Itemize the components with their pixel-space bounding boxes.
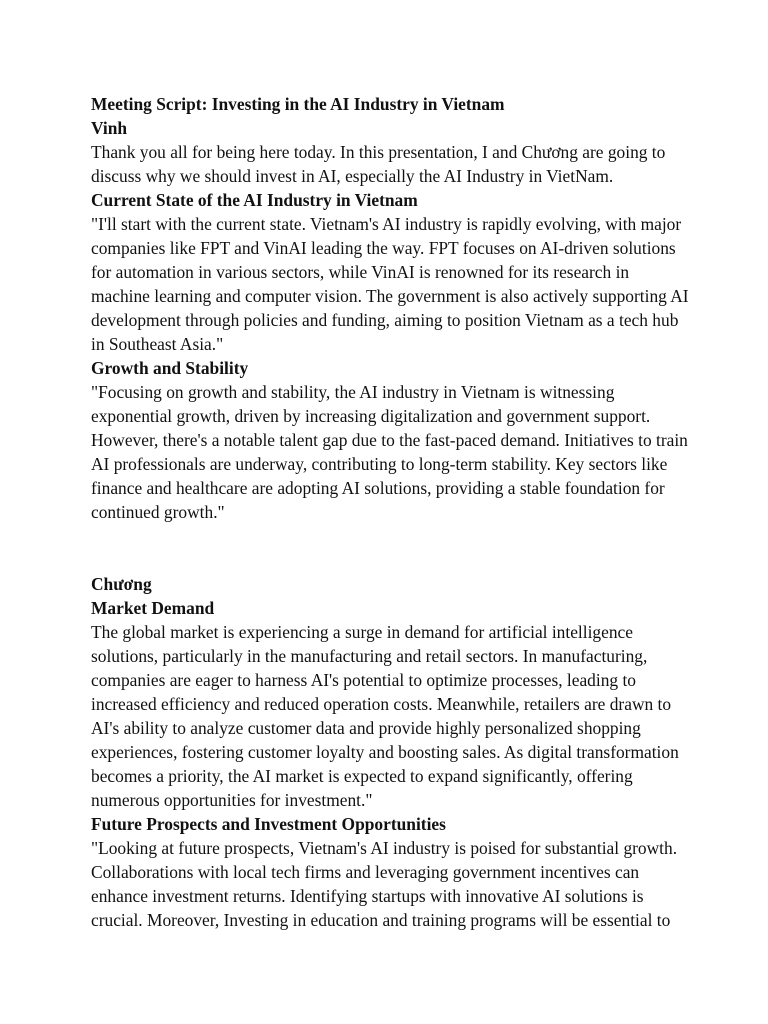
document-title: Meeting Script: Investing in the AI Industry in Vietnam — [91, 94, 505, 114]
section-heading: Growth and Stability — [91, 358, 249, 378]
paragraph: "Looking at future prospects, Vietnam's AI industry is poised for substantial growth. Collaborations with local tech firms and leveraging government incentives can enhance investment returns. Identifying startups with innovative AI solutions is crucial. Moreover, Investing in education and training programs will be essential to — [91, 838, 678, 930]
paragraph: "I'll start with the current state. Vietnam's AI industry is rapidly evolving, with major companies like FPT and VinAI leading the way. FPT focuses on AI-driven solutions for automation in various sectors, while VinAI is renowned for its research in machine learning and computer vision. The government is also actively supporting AI development through policies and funding, aiming to position Vietnam as a tech hub in Southeast Asia." — [91, 214, 689, 354]
section-heading: Current State of the AI Industry in Vietnam — [91, 190, 418, 210]
section-heading: Future Prospects and Investment Opportunities — [91, 814, 446, 834]
speaker-name: Vinh — [91, 118, 128, 138]
speaker-name: Chương — [91, 574, 152, 594]
paragraph: The global market is experiencing a surge in demand for artificial intelligence solutions, particularly in the manufacturing and retail sectors. In manufacturing, companies are eager to harness AI's potential to optimize processes, leading to increased efficiency and reduced operation costs. Meanwhile, retailers are drawn to AI's ability to analyze customer data and provide highly personalized shopping experiences, fostering customer loyalty and boosting sales. As digital transformation becomes a priority, the AI market is expected to expand significantly, offering numerous opportunities for investment." — [91, 622, 679, 810]
spacer — [91, 524, 691, 572]
document-page — [91, 92, 691, 932]
paragraph: Thank you all for being here today. In this presentation, I and Chương are going to discuss why we should invest in AI, especially the AI Industry in VietNam. — [91, 142, 666, 186]
section-heading: Market Demand — [91, 598, 215, 618]
paragraph: "Focusing on growth and stability, the AI industry in Vietnam is witnessing exponential growth, driven by increasing digitalization and government support. However, there's a notable talent gap due to the fast-paced demand. Initiatives to train AI professionals are underway, contributing to long-term stability. Key sectors like finance and healthcare are adopting AI solutions, providing a stable foundation for continued growth." — [91, 382, 688, 522]
